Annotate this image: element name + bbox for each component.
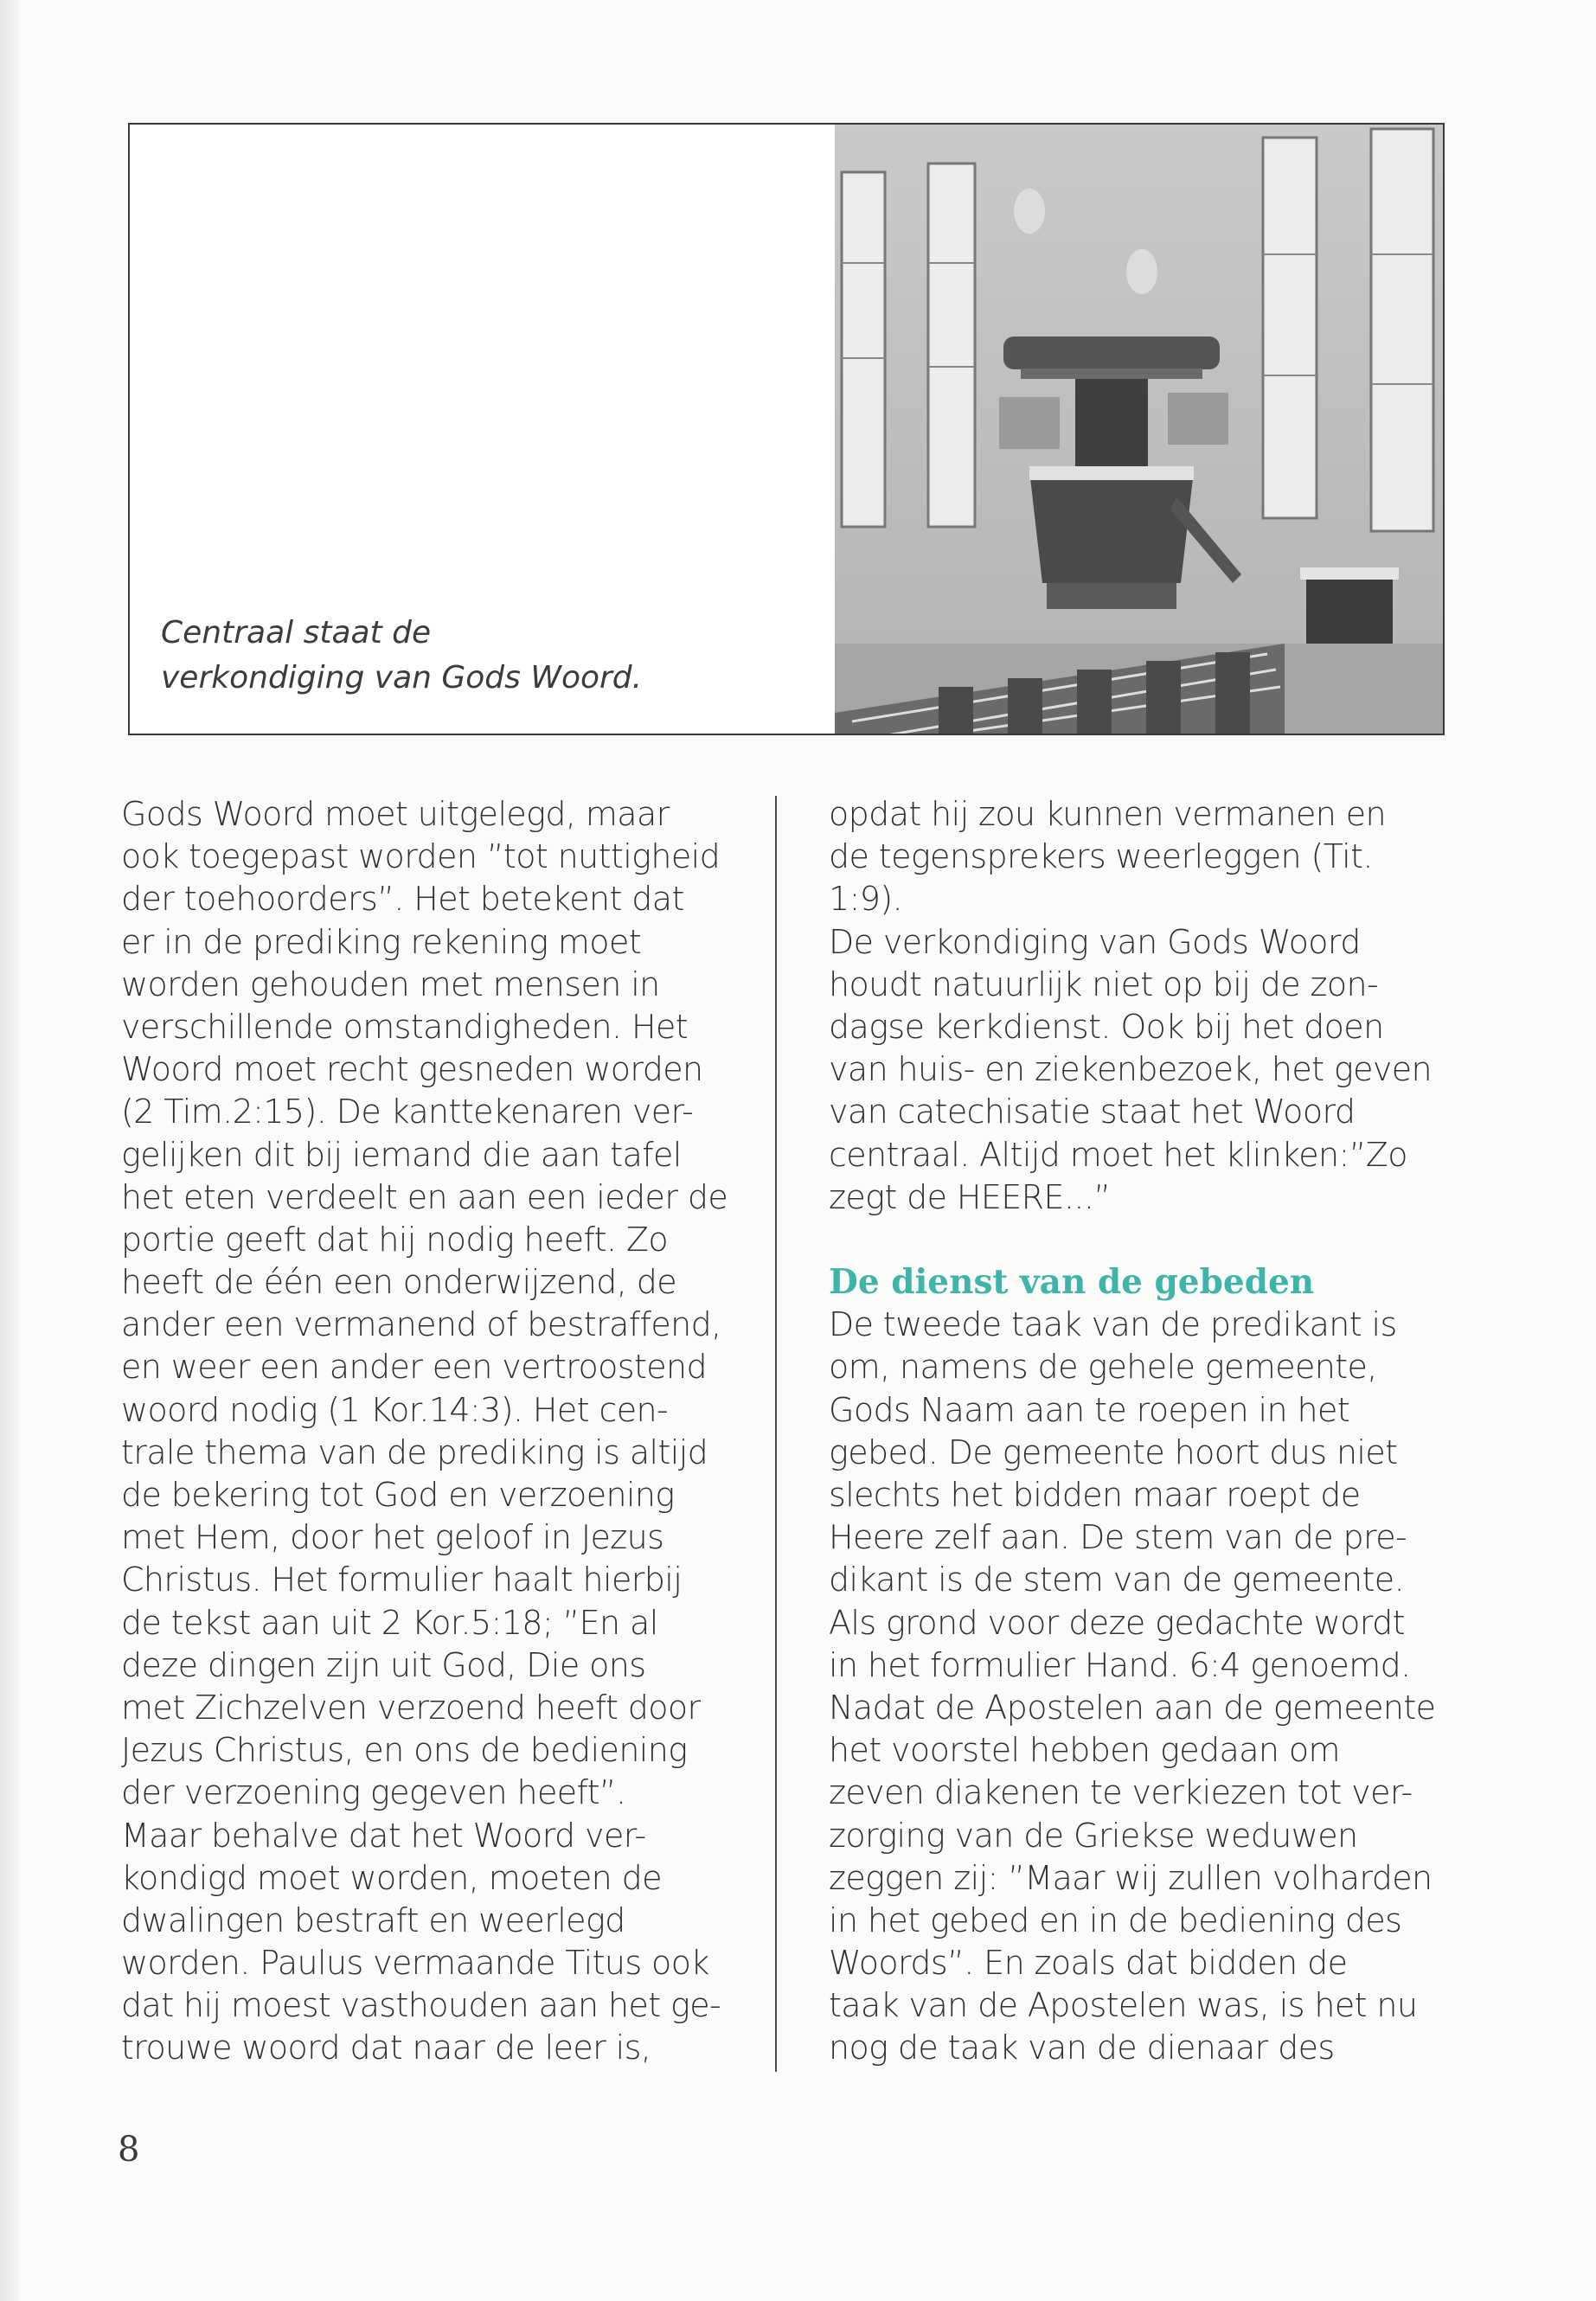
caption-line: verkondiging van Gods Woord. bbox=[161, 660, 643, 695]
figure-box bbox=[128, 123, 1445, 735]
text-line: (2 Tim.2:15). De kanttekenaren ver- bbox=[121, 1093, 694, 1131]
text-line: gelijken dit bij iemand die aan tafel bbox=[121, 1135, 682, 1174]
text-line: portie geeft dat hij nodig heeft. Zo bbox=[121, 1220, 669, 1259]
text-line: zeggen zij: ”Maar wij zullen volharden bbox=[829, 1858, 1433, 1897]
text-line: er in de prediking rekening moet bbox=[121, 922, 642, 961]
text-line: van catechisatie staat het Woord bbox=[829, 1093, 1356, 1131]
text-line: om, namens de gehele gemeente, bbox=[829, 1348, 1377, 1387]
left-column bbox=[121, 793, 744, 2070]
text-line: 1:9). bbox=[829, 880, 903, 919]
church-pulpit-photo-icon bbox=[835, 125, 1445, 735]
text-line: De verkondiging van Gods Woord bbox=[829, 922, 1361, 961]
text-line: kondigd moet worden, moeten de bbox=[121, 1858, 662, 1897]
text-line: centraal. Altijd moet het klinken:”Zo bbox=[829, 1135, 1407, 1174]
text-line: worden gehouden met mensen in bbox=[121, 965, 660, 1003]
text-line: Woord moet recht gesneden worden bbox=[121, 1050, 703, 1089]
figure-caption bbox=[161, 611, 766, 701]
text-line: der toehoorders”. Het betekent dat bbox=[121, 880, 684, 919]
text-line: ook toegepast worden ”tot nuttigheid bbox=[121, 837, 721, 876]
text-line: slechts het bidden maar roept de bbox=[829, 1476, 1361, 1514]
right-column bbox=[829, 793, 1452, 2070]
text-line: Christus. Het formulier haalt hierbij bbox=[121, 1561, 683, 1599]
text-line: nog de taak van de dienaar des bbox=[829, 2029, 1335, 2067]
text-line: zorging van de Griekse weduwen bbox=[829, 1816, 1358, 1855]
text-line: in het gebed en in de bediening des bbox=[829, 1900, 1402, 1939]
text-line: het eten verdeelt en aan een ieder de bbox=[121, 1177, 728, 1216]
text-line: zegt de HEERE...” bbox=[829, 1177, 1111, 1216]
text-line: verschillende omstandigheden. Het bbox=[121, 1007, 689, 1046]
text-line: der verzoening gegeven heeft”. bbox=[121, 1773, 626, 1812]
text-line: met Zichzelven verzoend heeft door bbox=[121, 1688, 701, 1727]
text-line: de bekering tot God en verzoening bbox=[121, 1476, 675, 1514]
text-line: de tegensprekers weerleggen (Tit. bbox=[829, 837, 1373, 876]
paragraph-gap bbox=[829, 1219, 1452, 1261]
text-line: ander een vermanend of bestraffend, bbox=[121, 1305, 721, 1344]
text-line: dwalingen bestraft en weerlegd bbox=[121, 1900, 625, 1939]
text-line: trouwe woord dat naar de leer is, bbox=[121, 2029, 651, 2067]
text-line: en weer een ander een vertroostend bbox=[121, 1348, 708, 1387]
caption-line: Centraal staat de bbox=[161, 615, 432, 651]
text-line: Als grond voor deze gedachte wordt bbox=[829, 1603, 1405, 1642]
text-line: woord nodig (1 Kor.14:3). Het cen- bbox=[121, 1390, 669, 1429]
text-line: Jezus Christus, en ons de bediening bbox=[121, 1731, 688, 1770]
text-line: dat hij moest vasthouden aan het ge- bbox=[121, 1986, 721, 2025]
text-line: worden. Paulus vermaande Titus ook bbox=[121, 1944, 709, 1983]
text-line: deze dingen zijn uit God, Die ons bbox=[121, 1645, 646, 1684]
text-line: taak van de Apostelen was, is het nu bbox=[829, 1986, 1418, 2025]
text-line: het voorstel hebben gedaan om bbox=[829, 1731, 1340, 1770]
text-line: Gods Woord moet uitgelegd, maar bbox=[121, 795, 670, 833]
text-line: Gods Naam aan te roepen in het bbox=[829, 1390, 1350, 1429]
text-line: Maar behalve dat het Woord ver- bbox=[121, 1816, 646, 1855]
text-line: Woords”. En zoals dat bidden de bbox=[829, 1944, 1348, 1983]
section-heading: De dienst van de gebeden bbox=[829, 1262, 1315, 1303]
text-line: met Hem, door het geloof in Jezus bbox=[121, 1518, 664, 1557]
text-line: de tekst aan uit 2 Kor.5:18; ”En al bbox=[121, 1603, 658, 1642]
text-line: Heere zelf aan. De stem van de pre- bbox=[829, 1518, 1407, 1557]
text-line: houdt natuurlijk niet op bij de zon- bbox=[829, 965, 1379, 1003]
text-line: Nadat de Apostelen aan de gemeente bbox=[829, 1688, 1436, 1727]
text-line: De tweede taak van de predikant is bbox=[829, 1305, 1397, 1344]
column-divider bbox=[775, 796, 777, 2072]
text-line: heeft de één een onderwijzend, de bbox=[121, 1263, 676, 1302]
text-line: in het formulier Hand. 6:4 genoemd. bbox=[829, 1645, 1411, 1684]
text-line: dikant is de stem van de gemeente. bbox=[829, 1561, 1405, 1599]
page-edge-shadow bbox=[0, 0, 19, 2301]
text-line: zeven diakenen te verkiezen tot ver- bbox=[829, 1773, 1413, 1812]
text-line: gebed. De gemeente hoort dus niet bbox=[829, 1433, 1398, 1471]
text-line: trale thema van de prediking is altijd bbox=[121, 1433, 708, 1471]
text-line: dagse kerkdienst. Ook bij het doen bbox=[829, 1007, 1384, 1046]
page-number: 8 bbox=[118, 2130, 140, 2170]
text-line: opdat hij zou kunnen vermanen en bbox=[829, 795, 1387, 833]
text-line: van huis- en ziekenbezoek, het geven bbox=[829, 1050, 1433, 1089]
